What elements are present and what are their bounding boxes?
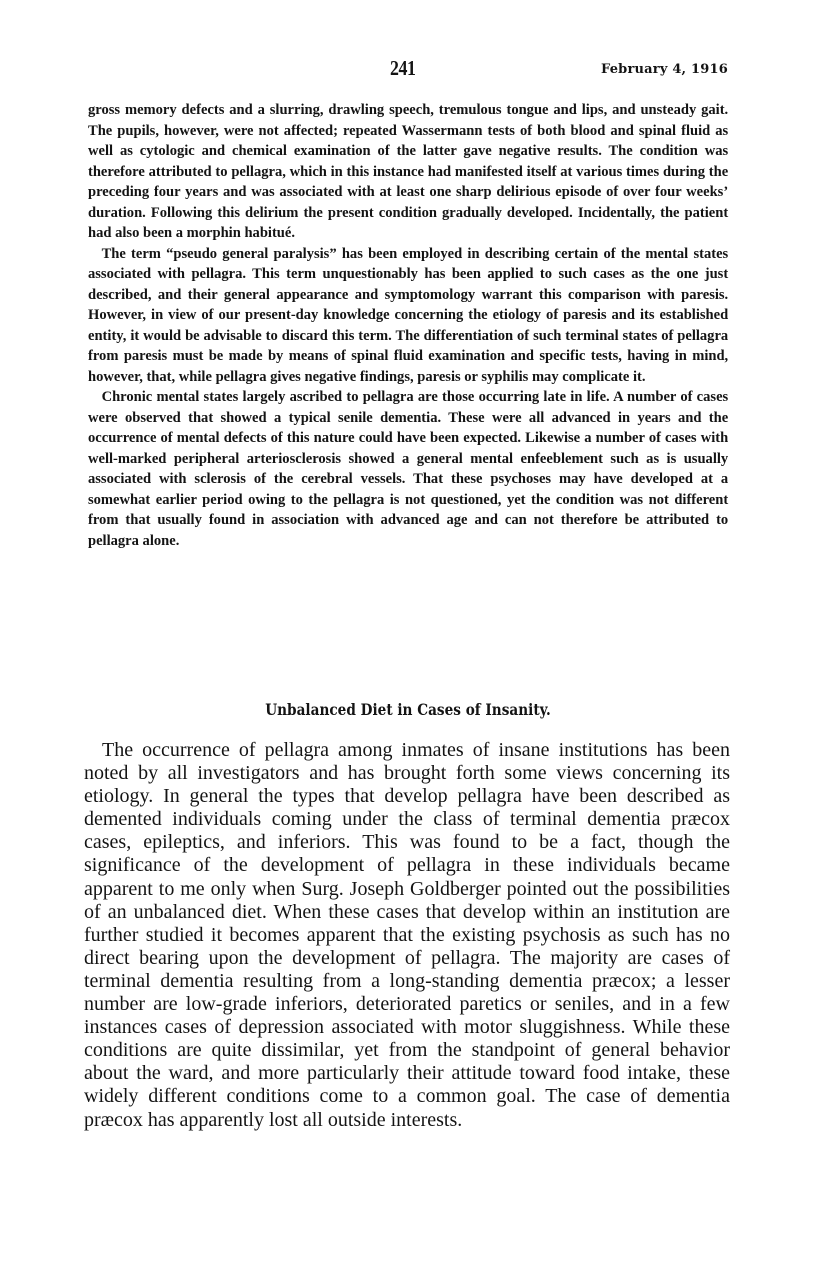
page-header [88,56,728,84]
publication-date: February 4, 1916 [600,62,728,77]
paragraph-chronic-mental-states: Chronic mental states largely ascribed to pellagra are those occurring late in life. A number of cases were observed that showed a typical senile dementia. These were all advanced in years and the occurrence of mental defects of this nature could have been expected. Likewise a number of cases with well-marked peripheral arteriosclerosis showed a general mental enfeeblement such as is usually associated with sclerosis of the cerebral vessels. That these psychoses may have developed at a somewhat earlier period owing to the pellagra is not questioned, yet the condition was not different from that usually found in association with advanced age and can not therefore be attributed to pellagra alone. [88,389,729,549]
page-number: 241 [390,56,416,80]
section-body [84,739,730,1132]
section-heading: Unbalanced Diet in Cases of Insanity. [265,700,551,719]
paragraph-unbalanced-diet: The occurrence of pellagra among inmates of insane institutions has been noted by all investigators and has brought forth some views concerning its etiology. In general the types that develop pellagra have been described as demented individuals coming under the class of terminal dementia præcox cases, epileptics, and inferiors. This was found to be a fact, though the significance of the development of pellagra in these individuals became apparent to me only when Surg. Joseph Goldberger pointed out the possibilities of an unbalanced diet. When these cases that develop within an institution are further studied it becomes apparent that the existing psychosis as such has no direct bearing upon the development of pellagra. The majority are cases of terminal dementia resulting from a long-standing dementia præcox; a lesser number are low-grade inferiors, deteriorated paretics or seniles, and in a few instances cases of depression associated with motor sluggishness. While these conditions are quite dissimilar, yet from the standpoint of general behavior about the ward, and more particularly their attitude toward food intake, these widely different conditions come to a common goal. The case of dementia præcox has apparently lost all outside interests. [84,739,730,1131]
continued-paragraph: gross memory defects and a slurring, drawling speech, tremulous tongue and lips, and unsteady gait. The pupils, however, were not affected; repeated Wassermann tests of both blood and spinal fluid as well as cytologic and chemical examination of the latter gave negative results. The condition was therefore attributed to pellagra, which in this instance had manifested itself at various times during the preceding four years and was associated with at least one sharp delirious episode of over four weeks’ duration. Following this delirium the present condition gradually developed. Incidentally, the patient had also been a morphin habitué. [88,102,729,241]
paragraph-pseudo-general-paralysis: The term “pseudo general paralysis” has been employed in describing certain of the mental states associated with pellagra. This term unquestionably has been applied to such cases as the one just described, and their general appearance and symptomology warrant this comparison with paresis. However, in view of our present-day knowledge concerning the etiology of paresis and its established entity, it would be advisable to discard this term. The differentiation of such terminal states of pellagra from paresis must be made by means of spinal fluid examination and specific tests, having in mind, however, that, while pellagra gives negative findings, paresis or syphilis may complicate it. [88,245,729,385]
small-print-text-block [88,100,728,551]
